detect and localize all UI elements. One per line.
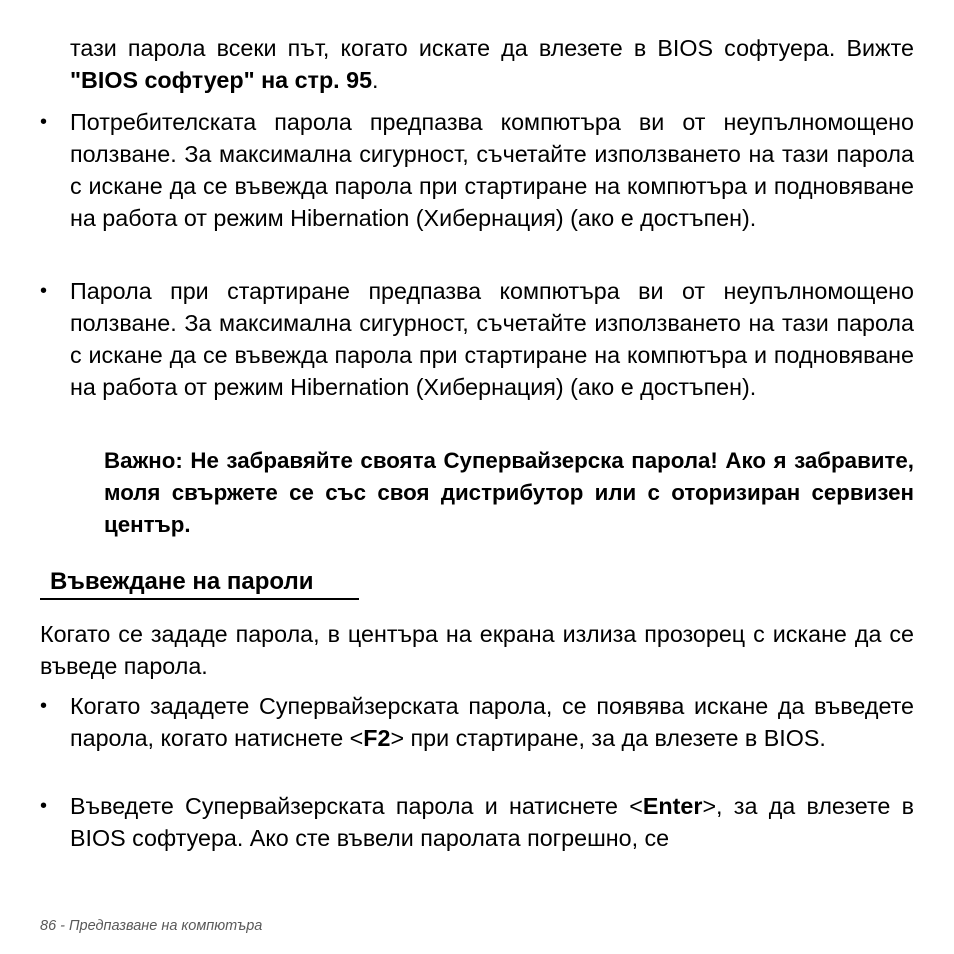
bullet1-post: > при стартиране, за да влезете в BIOS. bbox=[390, 725, 826, 751]
important-note: Важно: Не забравяйте своята Супервайзерска парола! Ако я забравите, моля свържете се със своя дистрибутор или с оторизиран сервизен център. bbox=[104, 448, 914, 537]
bullet1-pre: Когато зададете Супервайзерската парола, се появява искане да въведете парола, когато натиснете < bbox=[70, 693, 914, 751]
bullet2-post: >, за да влезете в BIOS софтуера. Ако сте въвели паролата погрешно, се bbox=[70, 793, 914, 851]
enter-password-bullet bbox=[70, 790, 914, 854]
continuation-end: . bbox=[372, 67, 379, 93]
f2-key: F2 bbox=[363, 725, 391, 751]
continuation-text: тази парола всеки път, когато искате да влезете в BIOS софтуера. Вижте bbox=[70, 35, 914, 61]
page-footer: 86 - Предпазване на компютъра bbox=[40, 918, 263, 934]
bullet-marker: • bbox=[40, 280, 48, 302]
bullet-marker: • bbox=[40, 795, 48, 817]
section-heading: Въвеждане на пароли bbox=[50, 568, 314, 595]
heading-underline bbox=[40, 598, 359, 600]
bullet-marker: • bbox=[40, 111, 48, 133]
user-password-bullet: Потребителската парола предпазва компютъра ви от неупълномощено ползване. За максимална сигурност, съчетайте използването на тази парола с искане да се въвежда парола при стартиране на компютъра и подновяване на работа от режим Hibernation (Хибернация) (ако е достъпен). bbox=[70, 109, 914, 231]
bios-software-link[interactable]: "BIOS софтуер" на стр. 95 bbox=[70, 67, 373, 93]
supervisor-password-bullet bbox=[70, 690, 914, 754]
enter-key: Enter bbox=[642, 793, 703, 819]
bullet2-pre: Въведете Супервайзерската парола и натиснете < bbox=[70, 793, 643, 819]
continuation-paragraph bbox=[70, 32, 914, 96]
bullet-marker: • bbox=[40, 695, 48, 717]
section-intro: Когато се зададе парола, в центъра на екрана излиза прозорец с искане да се въведе парола. bbox=[40, 621, 914, 679]
boot-password-bullet: Парола при стартиране предпазва компютъра ви от неупълномощено ползване. За максимална сигурност, съчетайте използването на тази парола с искане да се въвежда парола при стартиране на компютъра и подновяване на работа от режим Hibernation (Хибернация) (ако е достъпен). bbox=[70, 278, 914, 400]
